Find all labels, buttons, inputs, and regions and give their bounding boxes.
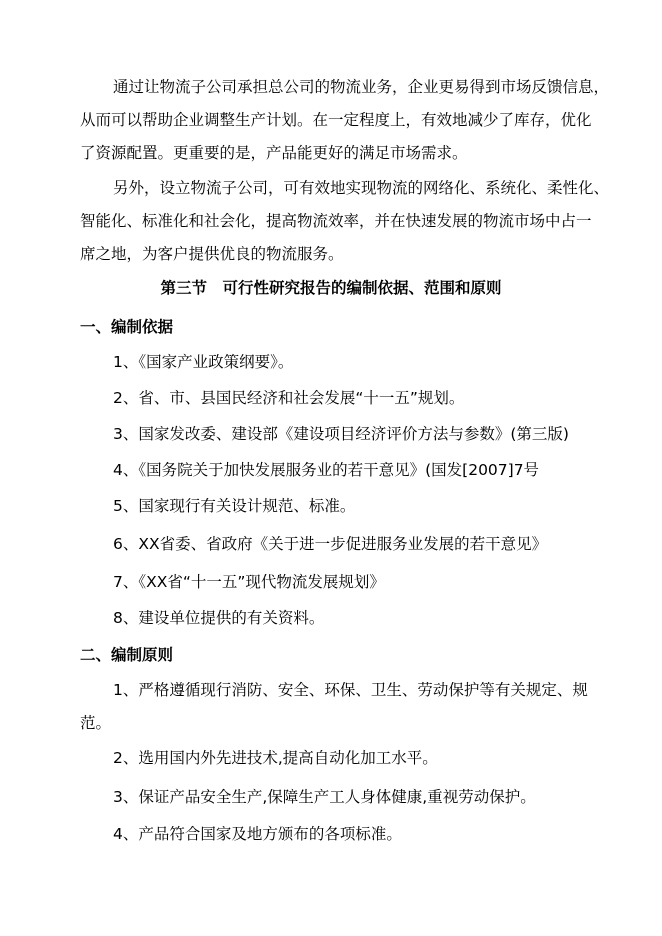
basis-item: 7、《XX省“十一五”现代物流发展规划》 — [113, 573, 385, 591]
basis-heading: 一、编制依据 — [80, 318, 174, 336]
paragraph-line: 智能化、标准化和社会化，提高物流效率，并在快速发展的物流市场中占一 — [80, 212, 592, 230]
basis-item: 5、国家现行有关设计规范、标准。 — [113, 497, 356, 515]
principle-item: 4、产品符合国家及地方颁布的各项标准。 — [113, 825, 402, 843]
basis-item: 1、《国家产业政策纲要》。 — [113, 353, 294, 371]
paragraph-line: 席之地，为客户提供优良的物流服务。 — [80, 245, 344, 263]
paragraph-line: 从而可以帮助企业调整生产计划。在一定程度上，有效地减少了库存，优化 — [80, 111, 592, 129]
basis-item: 6、XX省委、省政府《关于进一步促进服务业发展的若干意见》 — [113, 535, 548, 553]
principle-item: 3、保证产品安全生产,保障生产工人身体健康,重视劳动保护。 — [113, 788, 536, 806]
section-title: 第三节 可行性研究报告的编制依据、范围和原则 — [160, 279, 502, 297]
basis-item: 4、《国务院关于加快发展服务业的若干意见》(国发[2007]7号 — [113, 461, 540, 479]
paragraph-line: 另外，设立物流子公司，可有效地实现物流的网络化、系统化、柔性化、 — [113, 179, 610, 197]
principles-heading: 二、编制原则 — [80, 646, 174, 664]
basis-item: 3、国家发改委、建设部《建设项目经济评价方法与参数》(第三版) — [113, 425, 569, 443]
paragraph-line: 了资源配置。更重要的是，产品能更好的满足市场需求。 — [80, 144, 468, 162]
principle-item-wrapped — [80, 674, 600, 740]
principle-item-line: 1、严格遵循现行消防、安全、环保、卫生、劳动保护等有关规定、规 — [113, 681, 588, 699]
basis-item: 2、省、市、县国民经济和社会发展“十一五”规划。 — [113, 389, 465, 407]
basis-item: 8、建设单位提供的有关资料。 — [113, 609, 325, 627]
paragraph-logistics-benefits — [80, 71, 610, 170]
principle-item-line: 范。 — [80, 714, 112, 732]
paragraph-subsidiary — [80, 172, 610, 271]
principle-item: 2、选用国内外先进技术,提高自动化加工水平。 — [113, 749, 438, 767]
paragraph-line: 通过让物流子公司承担总公司的物流业务，企业更易得到市场反馈信息， — [113, 78, 610, 96]
